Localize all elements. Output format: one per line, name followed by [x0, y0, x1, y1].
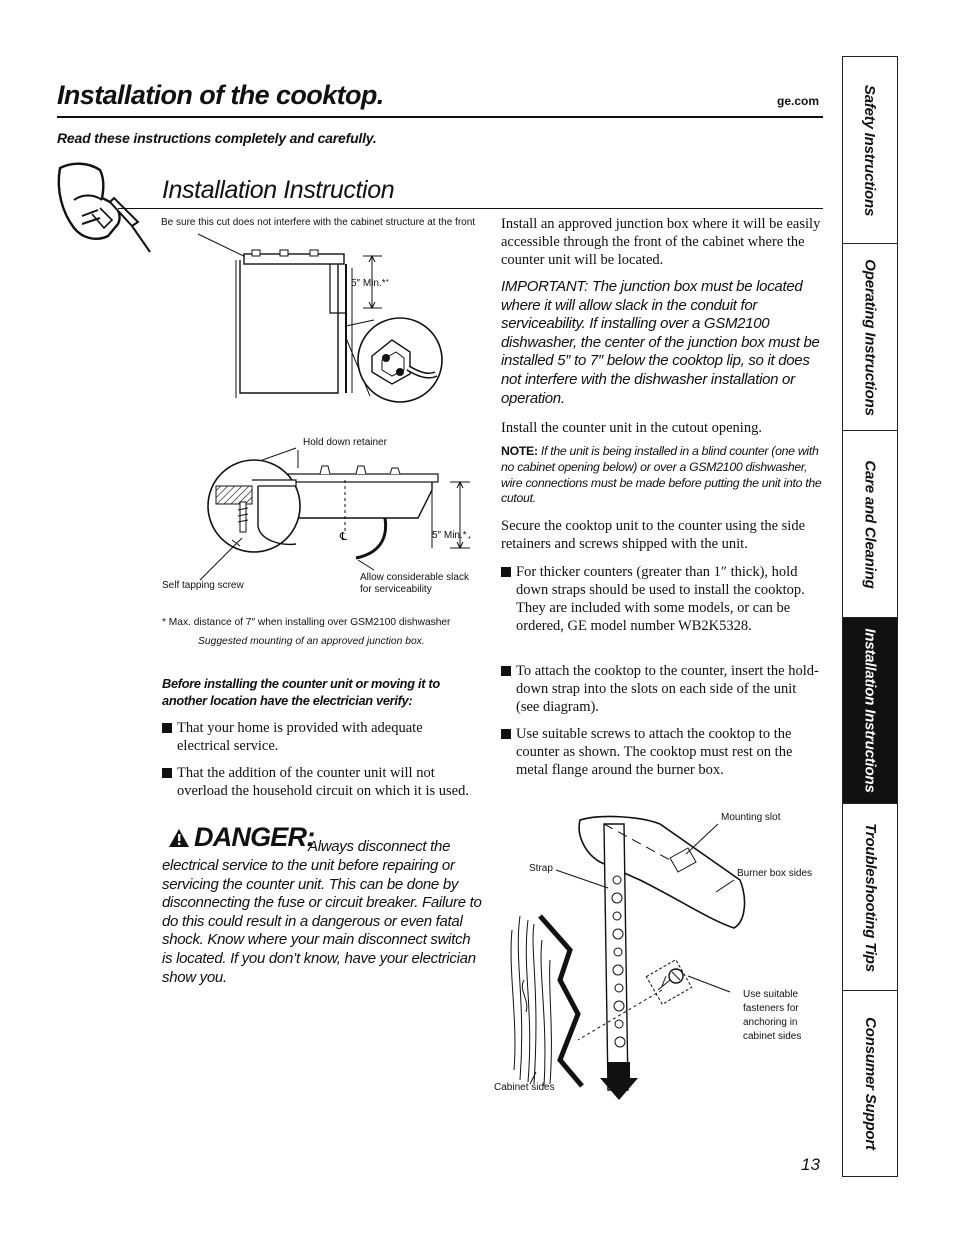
svg-text:*: *: [468, 536, 471, 543]
site-url[interactable]: ge.com: [777, 94, 820, 108]
svg-text:℄: ℄: [340, 531, 348, 543]
strap-label: Strap: [529, 863, 553, 874]
hand-warning-icon: [52, 160, 156, 260]
cabinet-sides-label: Cabinet sides: [494, 1082, 555, 1093]
verify-heading: [162, 675, 440, 709]
section-rule: [118, 208, 823, 209]
header-rule: [57, 116, 823, 118]
fasteners-label: [743, 988, 801, 1044]
allow-slack-label: [360, 572, 469, 596]
right-bullet-2: To attach the cooktop to the counter, insert the hold-down strap into the slots on each side of the unit (see diagram).: [501, 662, 823, 716]
left-bullet-1: That your home is provided with adequate electrical service.: [162, 719, 477, 755]
note-text: If the unit is being installed in a blind counter (one with no cabinet opening below) or over a GSM2100 dishwasher, wire connections must be made before putting the unit into the cutout.: [501, 444, 822, 506]
tab-installation-instructions[interactable]: [843, 618, 897, 804]
hold-down-retainer-label: Hold down retainer: [303, 437, 387, 448]
mounting-slot-label: Mounting slot: [721, 812, 781, 823]
page-title: Installation of the cooktop.: [57, 80, 384, 110]
burner-box-sides-label: Burner box sides: [737, 868, 813, 879]
important-note: IMPORTANT: The junction box must be located where it will allow slack in the conduit for serviceability. If installing over a GSM2100 dishwasher, the center of the junction box must be installed 5″ to 7″ below the cooktop lip, so it does not interfere with the dishwasher installation or operation.: [501, 278, 820, 407]
left-bullet-2: That the addition of the counter unit will not overload the household circuit on which it is used.: [162, 764, 477, 800]
warning-triangle-icon: [168, 828, 190, 848]
max-distance-note: * Max. distance of 7″ when installing over GSM2100 dishwasher: [162, 617, 451, 628]
side-tab-bar: [842, 56, 898, 1177]
right-paragraph-1: Install an approved junction box where it will be easily accessible through the front of the cabinet where the counter unit will be located.: [501, 216, 821, 268]
bullet-square-icon: [162, 723, 172, 733]
allow-slack-line-2: for serviceability: [360, 584, 432, 595]
hold-down-strap-diagram: [490, 800, 820, 1100]
tab-label: Operating Instructions: [861, 258, 879, 416]
danger-text: electrical service to the unit before repairing or servicing the counter unit. This can be done by disconnecting the fuse or circuit breaker. Failure to do this could result in a dangerous or even fatal shock. Know where your main disconnect switch is located. If you don’t know, have your electrician show you.: [162, 857, 482, 986]
note-block: [501, 444, 823, 507]
note-label: NOTE:: [501, 444, 538, 458]
bullet-square-icon: [162, 768, 172, 778]
fasteners-line-4: cabinet sides: [743, 1031, 802, 1042]
tab-care-and-cleaning[interactable]: [843, 431, 897, 618]
danger-label: DANGER:: [194, 822, 315, 852]
tab-troubleshooting-tips[interactable]: [843, 804, 897, 991]
junction-box-diagram: [160, 228, 470, 618]
cut-note-label: Be sure this cut does not interfere with the cabinet structure at the front: [161, 217, 476, 228]
tab-label: Safety Instructions: [861, 84, 879, 216]
tab-consumer-support[interactable]: [843, 991, 897, 1176]
figure1-caption: Suggested mounting of an approved junction box.: [198, 636, 425, 647]
tab-label: Care and Cleaning: [861, 459, 879, 589]
tab-label: Troubleshooting Tips: [861, 822, 879, 972]
right-bullet-1: For thicker counters (greater than 1″ thick), hold down straps should be used to install the cooktop. They are included with some models, or can be ordered, GE model number WB2K5328.: [501, 563, 816, 635]
bullet-square-icon: [501, 729, 511, 739]
tab-label: Consumer Support: [861, 1017, 879, 1150]
allow-slack-line-1: Allow considerable slack: [360, 572, 469, 583]
verify-heading-line-2: another location have the electrician verify:: [162, 693, 413, 708]
section-title: Installation Instruction: [162, 176, 395, 204]
tab-safety-instructions[interactable]: [843, 57, 897, 244]
page-number: 13: [801, 1155, 820, 1174]
fasteners-line-1: Use suitable: [743, 989, 799, 1000]
svg-text:*: *: [386, 279, 389, 286]
verify-heading-line-1: Before installing the counter unit or moving it to: [162, 676, 440, 691]
bullet-square-icon: [501, 666, 511, 676]
danger-text-start: Always disconnect the: [308, 838, 451, 855]
min-label-top: 5″ Min.*: [351, 278, 386, 289]
right-paragraph-2: Install the counter unit in the cutout opening.: [501, 420, 762, 436]
tab-label: Installation Instructions: [861, 628, 879, 793]
bullet-square-icon: [501, 567, 511, 577]
fasteners-line-2: fasteners for: [743, 1003, 799, 1014]
page-subtitle: Read these instructions completely and carefully.: [57, 130, 377, 146]
min-label-bottom: 5″ Min.*: [432, 530, 467, 541]
right-paragraph-3: Secure the cooktop unit to the counter using the side retainers and screws shipped with the unit.: [501, 518, 806, 552]
tab-operating-instructions[interactable]: [843, 244, 897, 431]
self-tapping-screw-label: Self tapping screw: [162, 580, 244, 591]
right-bullet-3: Use suitable screws to attach the cooktop to the counter as shown. The cooktop must rest on the metal flange around the burner box.: [501, 725, 823, 779]
fasteners-line-3: anchoring in: [743, 1017, 798, 1028]
